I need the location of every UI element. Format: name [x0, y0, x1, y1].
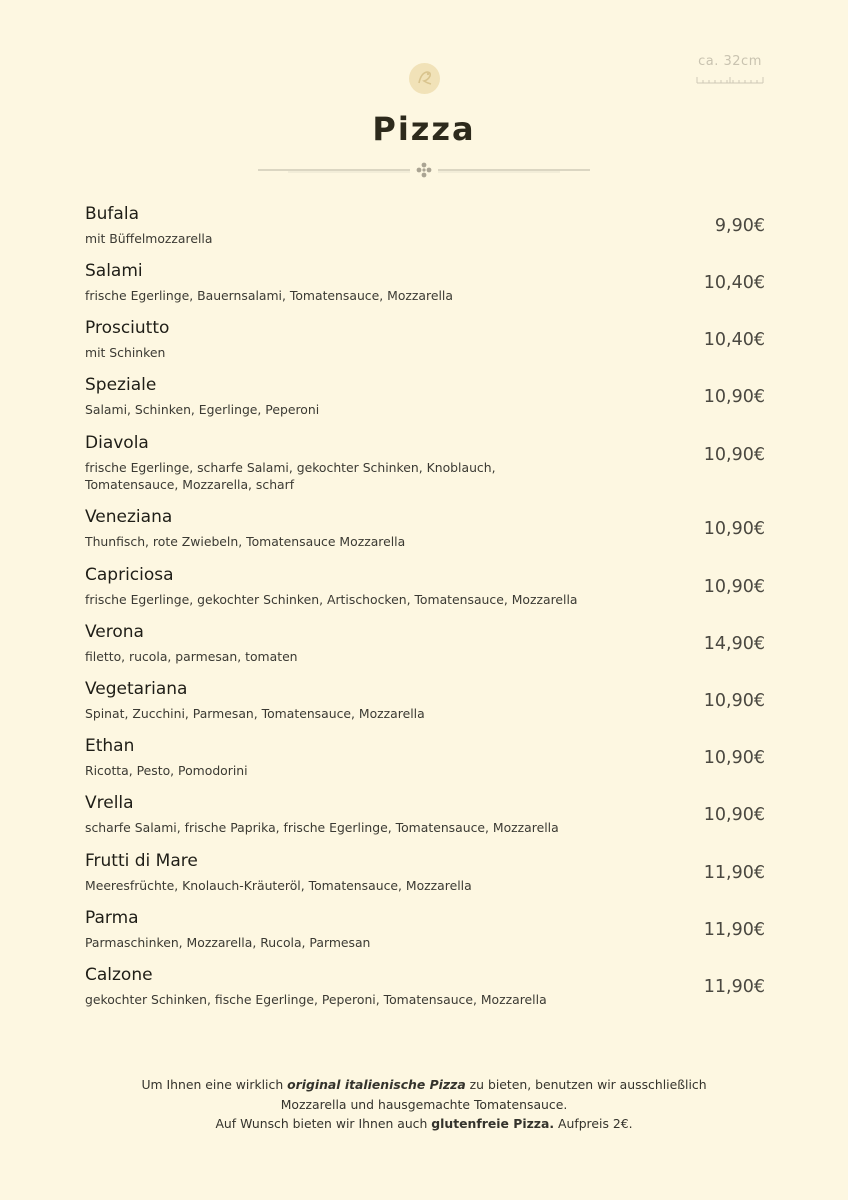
footer-line-1 — [0, 1075, 848, 1095]
divider-ornament-icon — [258, 160, 590, 180]
item-price: 10,40€ — [703, 273, 765, 293]
footer-line-3 — [0, 1114, 848, 1134]
item-name: Veneziana — [85, 507, 173, 527]
item-price: 11,90€ — [703, 920, 765, 940]
item-name: Speziale — [85, 375, 157, 395]
page-title: Pizza — [372, 110, 476, 148]
footer-note — [0, 1075, 848, 1134]
item-price: 10,90€ — [703, 577, 765, 597]
item-description: mit Büffelmozzarella — [85, 231, 213, 246]
footer-text: Auf Wunsch bieten wir Ihnen auch — [215, 1116, 432, 1131]
item-name: Salami — [85, 261, 143, 281]
item-description: frische Egerlinge, Bauernsalami, Tomatensauce, Mozzarella — [85, 288, 453, 303]
item-description: gekochter Schinken, fische Egerlinge, Peperoni, Tomatensauce, Mozzarella — [85, 992, 547, 1007]
item-description: Salami, Schinken, Egerlinge, Peperoni — [85, 402, 320, 417]
item-name: Bufala — [85, 204, 139, 224]
item-price: 10,90€ — [703, 748, 765, 768]
item-description: filetto, rucola, parmesan, tomaten — [85, 649, 298, 664]
item-name: Vrella — [85, 793, 134, 813]
item-name: Prosciutto — [85, 318, 170, 338]
item-description: frische Egerlinge, gekochter Schinken, Artischocken, Tomatensauce, Mozzarella — [85, 592, 578, 607]
item-name: Parma — [85, 908, 139, 928]
item-description: mit Schinken — [85, 345, 166, 360]
footer-text: Um Ihnen eine wirklich — [141, 1077, 288, 1092]
item-price: 10,90€ — [703, 519, 765, 539]
item-description: Thunfisch, rote Zwiebeln, Tomatensauce Mozzarella — [85, 534, 406, 549]
item-description: Parmaschinken, Mozzarella, Rucola, Parmesan — [85, 935, 371, 950]
item-description: frische Egerlinge, scharfe Salami, gekochter Schinken, Knoblauch, Tomatensauce, Mozzarella, scharf — [85, 460, 496, 492]
item-name: Diavola — [85, 433, 149, 453]
item-name: Calzone — [85, 965, 153, 985]
item-price: 11,90€ — [703, 863, 765, 883]
logo-emblem-icon — [409, 63, 440, 94]
footer-text: zu bieten, benutzen wir ausschließlich — [465, 1077, 707, 1092]
item-description: Ricotta, Pesto, Pomodorini — [85, 763, 248, 778]
item-price: 9,90€ — [714, 216, 765, 236]
size-indicator — [696, 54, 764, 89]
item-price: 11,90€ — [703, 977, 765, 997]
item-price: 10,40€ — [703, 330, 765, 350]
footer-emphasis: original italienische Pizza — [287, 1077, 466, 1092]
item-price: 10,90€ — [703, 445, 765, 465]
item-price: 10,90€ — [703, 387, 765, 407]
ruler-icon — [696, 75, 764, 85]
item-description: scharfe Salami, frische Paprika, frische Egerlinge, Tomatensauce, Mozzarella — [85, 820, 559, 835]
restaurant-logo — [409, 63, 440, 94]
item-description: Spinat, Zucchini, Parmesan, Tomatensauce, Mozzarella — [85, 706, 425, 721]
item-name: Ethan — [85, 736, 135, 756]
footer-line-2: Mozzarella und hausgemachte Tomatensauce. — [280, 1096, 568, 1112]
item-name: Frutti di Mare — [85, 851, 198, 871]
item-name: Verona — [85, 622, 144, 642]
item-price: 14,90€ — [703, 634, 765, 654]
item-price: 10,90€ — [703, 691, 765, 711]
item-name: Vegetariana — [85, 679, 188, 699]
size-label: ca. 32cm — [698, 54, 762, 69]
item-price: 10,90€ — [703, 805, 765, 825]
item-name: Capriciosa — [85, 565, 174, 585]
item-description: Meeresfrüchte, Knolauch-Kräuteröl, Tomatensauce, Mozzarella — [85, 878, 472, 893]
footer-bold: glutenfreie Pizza. — [431, 1116, 555, 1131]
footer-text: Aufpreis 2€. — [554, 1116, 633, 1131]
